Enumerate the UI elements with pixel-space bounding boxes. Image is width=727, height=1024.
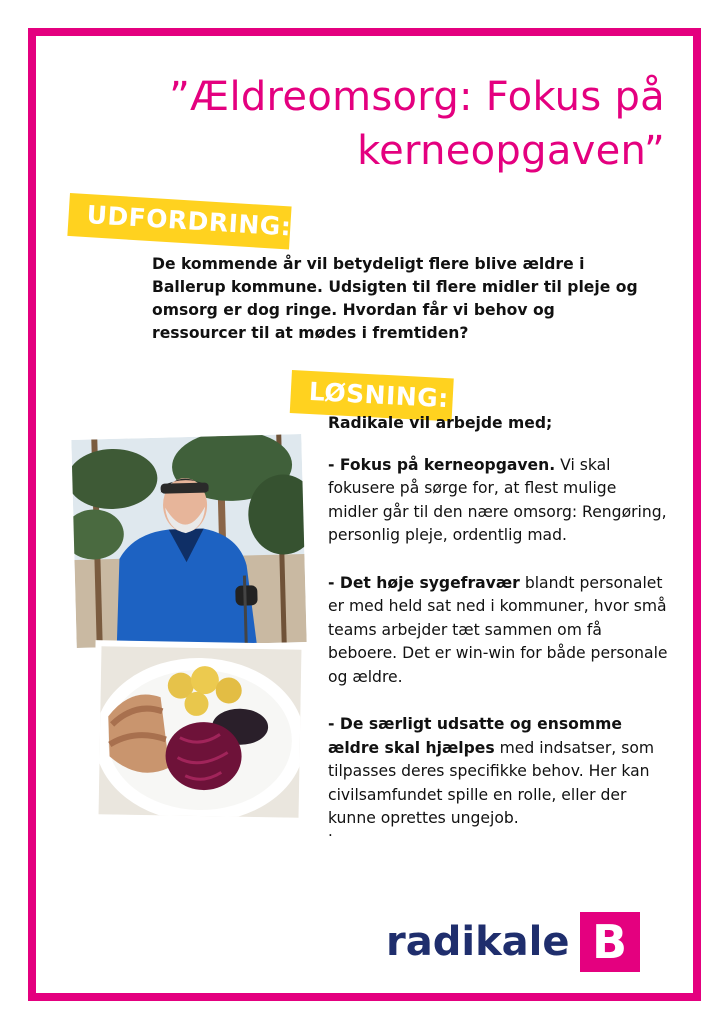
dinner-plate-photo xyxy=(99,646,302,817)
trailing-dot: . xyxy=(328,822,333,840)
point-3-bold: - De særligt udsatte og ensomme ældre skal hjælpes xyxy=(328,715,622,757)
elderly-man-photo xyxy=(71,434,306,648)
radikale-logo xyxy=(386,910,640,974)
point-1-bold: - Fokus på kerneopgaven. xyxy=(328,455,556,474)
solution-tag: LØSNING: xyxy=(290,370,454,421)
point-1 xyxy=(328,454,668,548)
point-2-bold: - Det høje sygefravær xyxy=(328,573,520,592)
point-1-text: Vi skal fokusere på sørge for, at flest mulige midler går til den nære omsorg: Rengøring, personlig pleje, ordentlig mad. xyxy=(328,455,667,544)
point-2-text: blandt personalet er med held sat ned i kommuner, hvor små teams arbejder tæt sammen om få beboere. Det er win-win for både personale og ældre. xyxy=(328,573,668,686)
challenge-text: De kommende år vil betydeligt flere blive ældre i Ballerup kommune. Udsigten til flere midler til pleje og omsorg er dog ringe. Hvordan får vi behov og ressourcer til at mødes i fremtiden? xyxy=(152,255,638,342)
title-line-2: kerneopgaven” xyxy=(357,128,665,174)
solution-body xyxy=(328,412,668,855)
logo-letter: B xyxy=(580,912,640,972)
page-title xyxy=(105,70,665,178)
challenge-tag: UDFORDRING: xyxy=(67,193,291,249)
solution-intro: Radikale vil arbejde med; xyxy=(328,414,553,432)
title-line-1: ”Ældreomsorg: Fokus på xyxy=(169,74,665,120)
point-2 xyxy=(328,572,668,690)
logo-text: radikale xyxy=(386,919,570,965)
point-3-text: med indsatser, som tilpasses deres specifikke behov. Her kan civilsamfundet spille en rolle, eller der kunne oprettes ungejob. xyxy=(328,738,655,827)
point-3 xyxy=(328,713,668,831)
